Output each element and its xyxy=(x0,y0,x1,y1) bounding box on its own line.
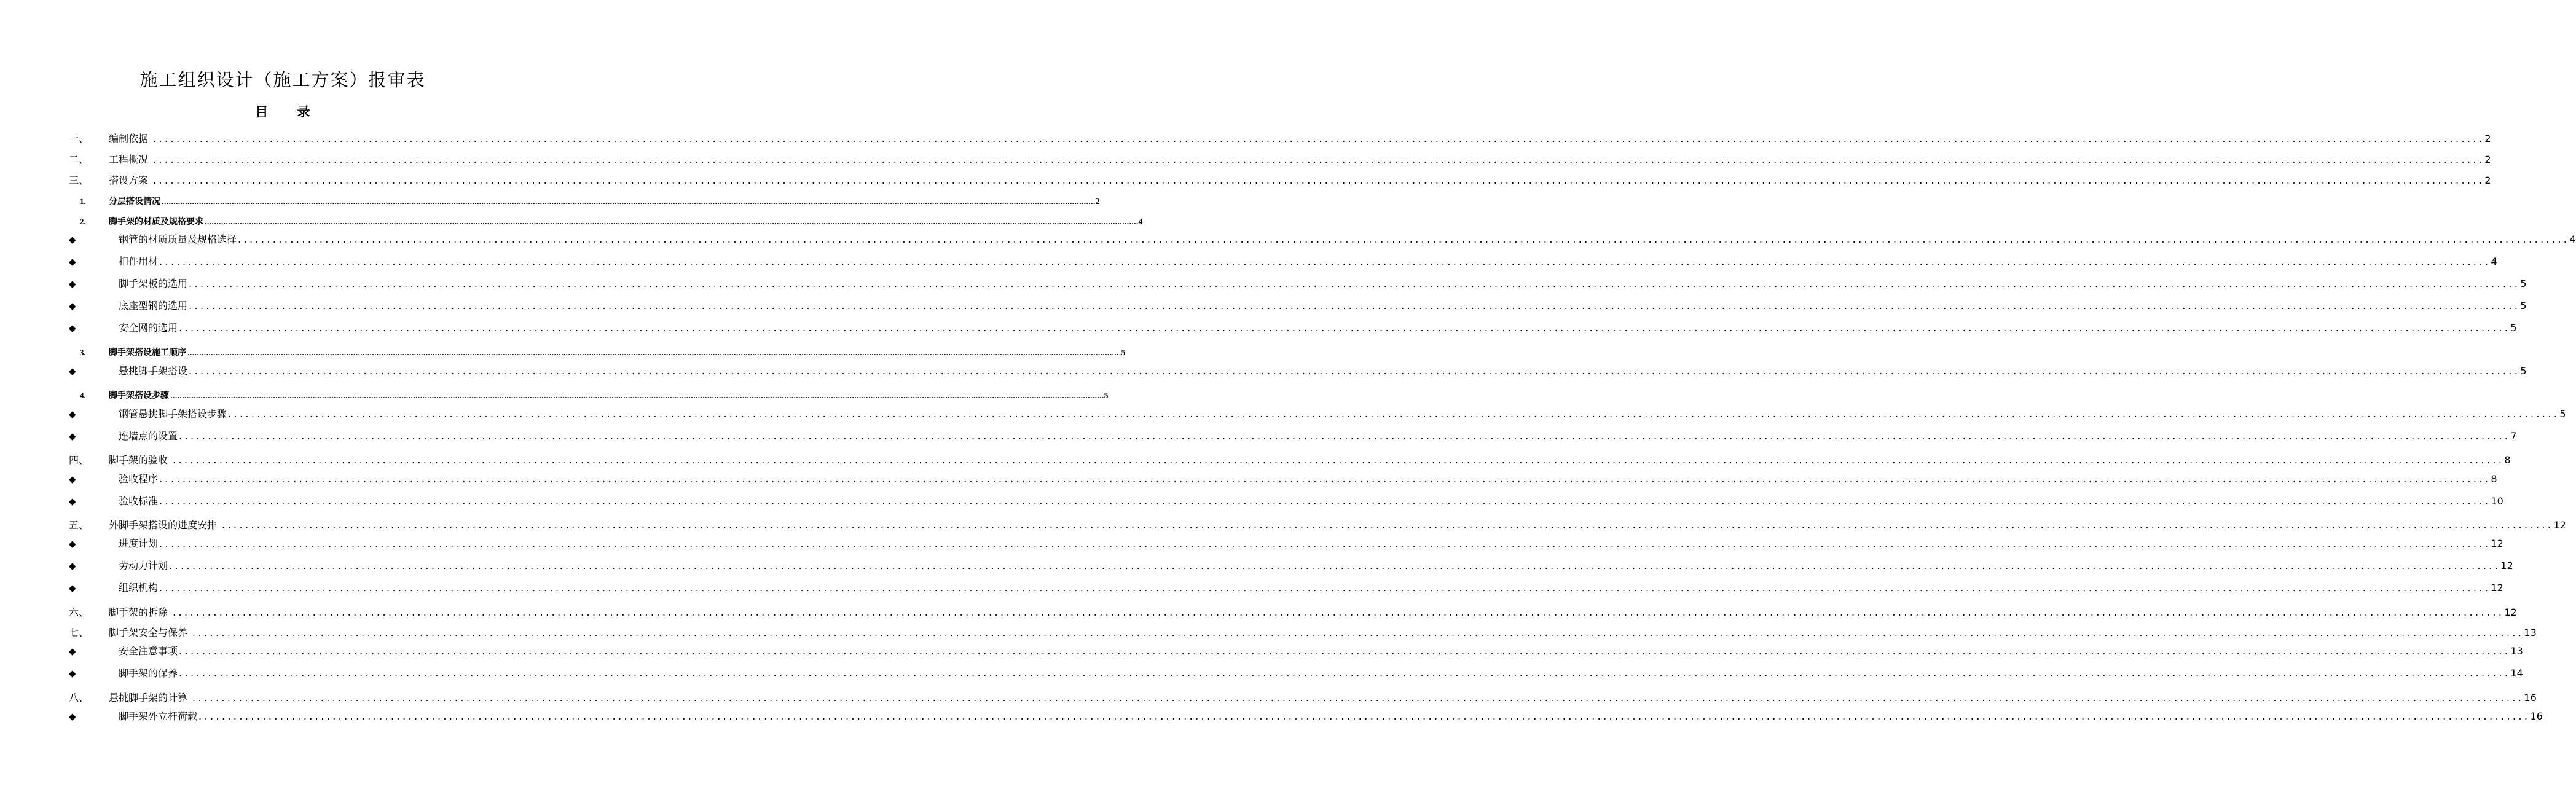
toc-entry[interactable] xyxy=(0,518,2566,533)
toc-page-number: 4 xyxy=(2491,256,2497,267)
toc-leader-dots: ................................................................................................................................................................................................................................................................................................................................................................................................................ xyxy=(159,538,2491,549)
toc-entry-line xyxy=(109,625,2537,640)
toc-entry[interactable] xyxy=(0,559,2513,573)
bullet-diamond-icon: ◆ xyxy=(69,300,76,312)
bullet-diamond-icon: ◆ xyxy=(69,278,76,289)
toc-entry-line xyxy=(119,299,2527,313)
toc-entry[interactable] xyxy=(0,453,2511,468)
toc-entry-line xyxy=(109,605,2517,620)
toc-entry-marker: 3. xyxy=(80,348,86,357)
bullet-diamond-icon: ◆ xyxy=(69,711,76,722)
toc-entry-line xyxy=(109,214,1143,229)
toc-leader-dots: ................................................................................................................................................................................................................................................................................................................................................................................................................ xyxy=(222,519,2554,531)
toc-entry-label: 钢管的材质质量及规格选择 xyxy=(119,233,237,245)
toc-page-number: 8 xyxy=(2504,454,2511,466)
toc-entry-label: 劳动力计划 xyxy=(119,560,168,571)
toc-page-number: 5 xyxy=(2520,365,2527,377)
toc-entry-line xyxy=(119,494,2503,509)
toc-entry-label: 连墙点的设置 xyxy=(119,430,178,442)
toc-heading: 目 录 xyxy=(255,104,310,119)
toc-entry[interactable] xyxy=(0,709,2543,724)
toc-entry-marker: 七、 xyxy=(69,627,89,638)
toc-entry-line xyxy=(109,453,2511,468)
toc-entry-line xyxy=(109,173,2491,188)
toc-entry-line xyxy=(119,581,2503,595)
bullet-diamond-icon: ◆ xyxy=(69,496,76,507)
toc-entry[interactable] xyxy=(0,276,2527,291)
toc-entry-marker: 二、 xyxy=(69,154,89,165)
toc-entry-line xyxy=(109,691,2537,705)
toc-leader-dots: ................................................................................................................................................................................................................................................................................................................................................................................................................ xyxy=(198,710,2531,722)
toc-leader-dots: ................................................................................................................................................................................................................................................................................................................................................................................................................ xyxy=(179,430,2511,442)
toc-leader-dots: ................................................................................................................................................................................................................................................................................................................................................................................................................ xyxy=(159,256,2491,267)
toc-entry[interactable] xyxy=(0,131,2491,146)
toc-entry[interactable] xyxy=(0,388,1109,403)
toc-entry[interactable] xyxy=(0,232,2576,247)
toc-leader-dots: ................................................................................................................................................................................................................................................................................................................................................................................................................ xyxy=(169,560,2501,571)
bullet-diamond-icon: ◆ xyxy=(69,560,76,571)
toc-leader-dots: ................................................................................................................................................................................................................................................................................................................................................................................................................ xyxy=(189,300,2521,312)
toc-entry-label: 脚手架外立杆荷载 xyxy=(119,710,198,722)
toc-entry[interactable] xyxy=(0,152,2491,167)
toc-entry[interactable] xyxy=(0,173,2491,188)
toc-page-number: 5 xyxy=(2520,278,2527,289)
toc-entry[interactable] xyxy=(0,364,2527,378)
toc-entry-label: 脚手架的拆除 xyxy=(109,606,168,618)
toc-entry-label: 扣件用材 xyxy=(119,256,159,267)
toc-entry-label: 脚手架的保养 xyxy=(119,667,178,679)
toc-page-number: 12 xyxy=(2553,519,2566,531)
bullet-diamond-icon: ◆ xyxy=(69,323,76,334)
toc-entry-marker: 三、 xyxy=(69,175,89,186)
toc-leader-dots: ................................................................................................................................................................................................................................................................................................................................................................................................................ xyxy=(162,199,1096,206)
toc-leader-dots: ................................................................................................................................................................................................................................................................................................................................................................................................................ xyxy=(153,154,2485,165)
toc-leader-dots: ................................................................................................................................................................................................................................................................................................................................................................................................................ xyxy=(170,393,1104,400)
toc-leader-dots: ................................................................................................................................................................................................................................................................................................................................................................................................................ xyxy=(238,233,2570,245)
toc-page-number: 10 xyxy=(2491,495,2503,507)
toc-entry-label: 进度计划 xyxy=(119,538,159,549)
toc-leader-dots: ................................................................................................................................................................................................................................................................................................................................................................................................................ xyxy=(189,365,2521,377)
toc-leader-dots: ................................................................................................................................................................................................................................................................................................................................................................................................................ xyxy=(173,606,2505,618)
toc-page-number: 5 xyxy=(2510,322,2517,334)
toc-page-number: 2 xyxy=(2484,154,2491,165)
toc-entry[interactable] xyxy=(0,254,2497,269)
toc-entry[interactable] xyxy=(0,429,2517,444)
toc-entry-label: 脚手架板的选用 xyxy=(119,278,188,289)
toc-entry-line xyxy=(119,321,2517,335)
toc-entry-line xyxy=(109,131,2491,146)
toc-entry-label: 验收程序 xyxy=(119,473,159,485)
toc-leader-dots: ................................................................................................................................................................................................................................................................................................................................................................................................................ xyxy=(179,322,2511,334)
toc-page-number: 2 xyxy=(2484,175,2491,186)
toc-page-number: 5 xyxy=(2520,300,2527,312)
toc-page-number: 13 xyxy=(2510,645,2523,657)
bullet-diamond-icon: ◆ xyxy=(69,409,76,420)
toc-entry-label: 钢管悬挑脚手架搭设步骤 xyxy=(119,408,227,420)
toc-entry-label: 安全网的选用 xyxy=(119,322,178,334)
toc-entry-label: 验收标准 xyxy=(119,495,159,507)
toc-entry-label: 脚手架搭设施工顺序 xyxy=(109,348,186,358)
toc-leader-dots: ................................................................................................................................................................................................................................................................................................................................................................................................................ xyxy=(159,495,2491,507)
toc-entry-marker: 1. xyxy=(80,197,86,206)
toc-entry-line xyxy=(119,559,2513,573)
bullet-diamond-icon: ◆ xyxy=(69,474,76,485)
toc-entry[interactable] xyxy=(0,581,2503,595)
toc-page-number: 5 xyxy=(1104,391,1109,401)
toc-entry-label: 搭设方案 xyxy=(109,175,149,186)
toc-entry[interactable] xyxy=(0,321,2517,335)
toc-entry-line xyxy=(119,276,2527,291)
toc-leader-dots: ................................................................................................................................................................................................................................................................................................................................................................................................................ xyxy=(153,175,2485,186)
toc-page-number: 4 xyxy=(1138,218,1143,227)
toc-entry-line xyxy=(119,666,2523,681)
toc-entry-line xyxy=(119,364,2527,378)
toc-entry-line xyxy=(109,518,2566,533)
toc-leader-dots: ................................................................................................................................................................................................................................................................................................................................................................................................................ xyxy=(173,454,2505,466)
toc-entry-label: 脚手架搭设步骤 xyxy=(109,391,169,401)
toc-entry-line xyxy=(119,232,2576,247)
toc-entry[interactable] xyxy=(0,666,2523,681)
toc-leader-dots: ................................................................................................................................................................................................................................................................................................................................................................................................................ xyxy=(179,645,2511,657)
toc-entry-label: 分层搭设情况 xyxy=(109,197,160,206)
toc-entry[interactable] xyxy=(0,625,2537,640)
toc-entry[interactable] xyxy=(0,691,2537,705)
toc-entry-marker: 六、 xyxy=(69,606,89,618)
toc-entry-line xyxy=(119,709,2543,724)
bullet-diamond-icon: ◆ xyxy=(69,431,76,442)
toc-page-number: 8 xyxy=(2491,473,2497,485)
toc-leader-dots: ................................................................................................................................................................................................................................................................................................................................................................................................................ xyxy=(228,408,2560,420)
toc-entry-marker: 4. xyxy=(80,391,86,400)
toc-leader-dots: ................................................................................................................................................................................................................................................................................................................................................................................................................ xyxy=(159,473,2491,485)
toc-entry-marker: 四、 xyxy=(69,454,89,466)
toc-entry[interactable] xyxy=(0,644,2523,659)
toc-page-number: 12 xyxy=(2491,538,2503,549)
bullet-diamond-icon: ◆ xyxy=(69,256,76,267)
toc-leader-dots: ................................................................................................................................................................................................................................................................................................................................................................................................................ xyxy=(192,627,2524,638)
bullet-diamond-icon: ◆ xyxy=(69,234,76,245)
toc-page-number: 2 xyxy=(1095,197,1100,206)
toc-leader-dots: ................................................................................................................................................................................................................................................................................................................................................................................................................ xyxy=(179,667,2511,679)
toc-entry[interactable] xyxy=(0,299,2527,313)
toc-page-number: 12 xyxy=(2500,560,2513,571)
document-title: 施工组织设计（施工方案）报审表 xyxy=(139,69,426,90)
toc-entry[interactable] xyxy=(0,194,1100,209)
toc-entry-label: 安全注意事项 xyxy=(119,645,178,657)
toc-entry-marker: 五、 xyxy=(69,519,89,531)
toc-entry-label: 组织机构 xyxy=(119,582,159,594)
toc-entry[interactable] xyxy=(0,536,2503,551)
toc-entry-label: 底座型钢的选用 xyxy=(119,300,188,312)
toc-entry-line xyxy=(119,536,2503,551)
toc-entry-line xyxy=(119,644,2523,659)
bullet-diamond-icon: ◆ xyxy=(69,366,76,377)
toc-entry-marker: 八、 xyxy=(69,692,89,704)
toc-entry-label: 工程概况 xyxy=(109,154,149,165)
toc-page-number: 16 xyxy=(2524,692,2537,704)
toc-leader-dots: ................................................................................................................................................................................................................................................................................................................................................................................................................ xyxy=(189,278,2521,289)
toc-page-number: 13 xyxy=(2524,627,2537,638)
toc-entry-line xyxy=(119,407,2566,422)
toc-page-number: 4 xyxy=(2569,233,2576,245)
toc-page-number: 7 xyxy=(2510,430,2517,442)
toc-entry-marker: 一、 xyxy=(69,133,89,144)
toc-entry-marker: 2. xyxy=(80,217,86,226)
toc-entry-line xyxy=(109,152,2491,167)
bullet-diamond-icon: ◆ xyxy=(69,582,76,594)
toc-page-number: 5 xyxy=(1121,348,1126,358)
toc-entry-line xyxy=(119,472,2497,487)
toc-leader-dots: ................................................................................................................................................................................................................................................................................................................................................................................................................ xyxy=(159,582,2491,594)
toc-entry[interactable] xyxy=(0,605,2517,620)
toc-entry-label: 悬挑脚手架搭设 xyxy=(119,365,188,377)
toc-entry-label: 悬挑脚手架的计算 xyxy=(109,692,188,704)
toc-entry-line xyxy=(109,194,1100,209)
toc-leader-dots: ................................................................................................................................................................................................................................................................................................................................................................................................................ xyxy=(192,692,2524,704)
toc-entry-line xyxy=(109,345,1126,360)
toc-page-number: 12 xyxy=(2491,582,2503,594)
toc-page-number: 12 xyxy=(2504,606,2517,618)
toc-leader-dots: ................................................................................................................................................................................................................................................................................................................................................................................................................ xyxy=(187,350,1121,357)
toc-entry-line xyxy=(119,429,2517,444)
toc-entry-label: 脚手架的验收 xyxy=(109,454,168,466)
toc-entry-line xyxy=(119,254,2497,269)
toc-page-number: 5 xyxy=(2559,408,2566,420)
bullet-diamond-icon: ◆ xyxy=(69,646,76,657)
toc-page-number: 2 xyxy=(2484,133,2491,144)
toc-entry-label: 编制依据 xyxy=(109,133,149,144)
toc-entry[interactable] xyxy=(0,345,1126,360)
toc-entry[interactable] xyxy=(0,214,1143,229)
toc-page-number: 14 xyxy=(2510,667,2523,679)
toc-entry-label: 脚手架安全与保养 xyxy=(109,627,188,638)
toc-entry-label: 外脚手架搭设的进度安排 xyxy=(109,519,218,531)
toc-entry[interactable] xyxy=(0,494,2503,509)
toc-leader-dots: ................................................................................................................................................................................................................................................................................................................................................................................................................ xyxy=(153,133,2485,144)
toc-leader-dots: ................................................................................................................................................................................................................................................................................................................................................................................................................ xyxy=(205,219,1139,226)
toc-entry-label: 脚手架的材质及规格要求 xyxy=(109,217,203,227)
toc-page-number: 16 xyxy=(2530,710,2543,722)
toc-entry[interactable] xyxy=(0,472,2497,487)
bullet-diamond-icon: ◆ xyxy=(69,538,76,549)
toc-entry-line xyxy=(109,388,1109,403)
bullet-diamond-icon: ◆ xyxy=(69,668,76,679)
toc-entry[interactable] xyxy=(0,407,2566,422)
